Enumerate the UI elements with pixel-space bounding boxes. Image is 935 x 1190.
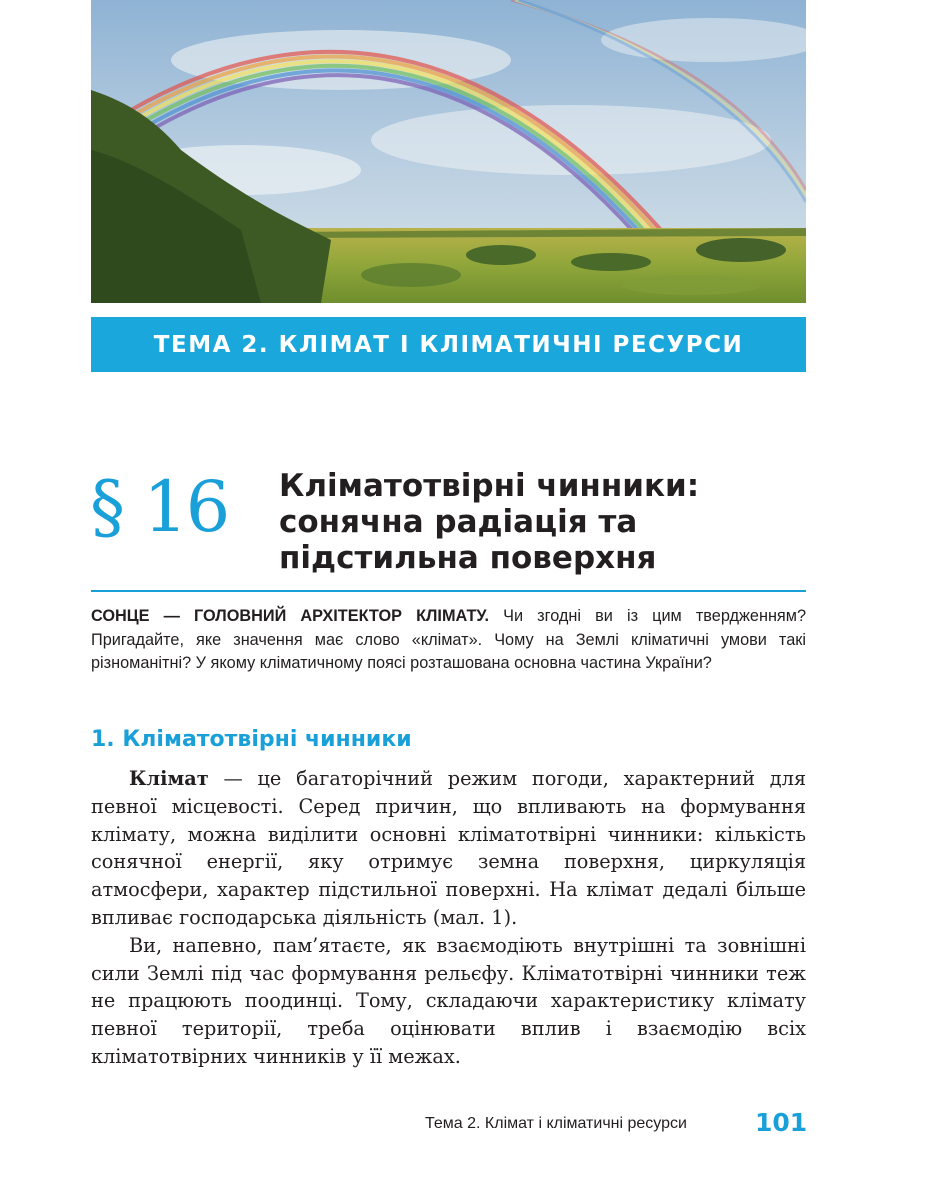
rainbow-landscape-image [91,0,806,303]
term-climate: Клімат [129,767,209,790]
body-paragraph-1-text: — це багаторічний режим погоди, характерний для певної місцевості. Серед причин, що впливають на формування клімату, можна виділити основні кліматотвірні чинники: кількість сонячної енергії, яку отримує земна поверхня, циркуляція атмосфери, характер підстильної поверхні. На клімат дедалі більше впливає господарська діяльність (мал. 1). [91,767,806,929]
subsection-heading: 1. Кліматотвірні чинники [91,727,412,752]
section-title-line: підстильна поверхня [279,540,657,576]
topic-banner [91,317,806,372]
intro-paragraph [91,605,806,676]
section-title-line: сонячна радіація та [279,504,638,540]
body-text [91,765,806,1071]
body-paragraph-1 [91,765,806,932]
paragraph-number: § 16 [90,466,229,548]
topic-title: ТЕМА 2. КЛІМАТ І КЛІМАТИЧНІ РЕСУРСИ [153,331,744,358]
section-title-line: Кліматотвірні чинники: [279,468,700,504]
section-title [279,468,799,576]
section-divider [91,590,806,592]
body-paragraph-2: Ви, напевно, пам’ятаєте, як взаємодіють внутрішні та зовнішні сили Землі під час формування рельєфу. Кліматотвірні чинники теж не працюють поодинці. Тому, складаючи характеристику клімату певної території, треба оцінювати вплив і взаємодію всіх кліматотвірних чинників у її межах. [91,933,806,1068]
intro-lead: СОНЦЕ — ГОЛОВНИЙ АРХІТЕКТОР КЛІМАТУ. [91,607,490,625]
intro-text: Чи згодні ви із цим твердженням? Пригадайте, яке значення має слово «клімат». Чому на Землі кліматичні умови такі різноманітні? У якому кліматичному поясі розташована основна частина України? [91,607,807,672]
landscape-illustration [91,0,806,303]
running-footer: Тема 2. Клімат і кліматичні ресурси [425,1115,687,1132]
page-number: 101 [755,1108,808,1137]
